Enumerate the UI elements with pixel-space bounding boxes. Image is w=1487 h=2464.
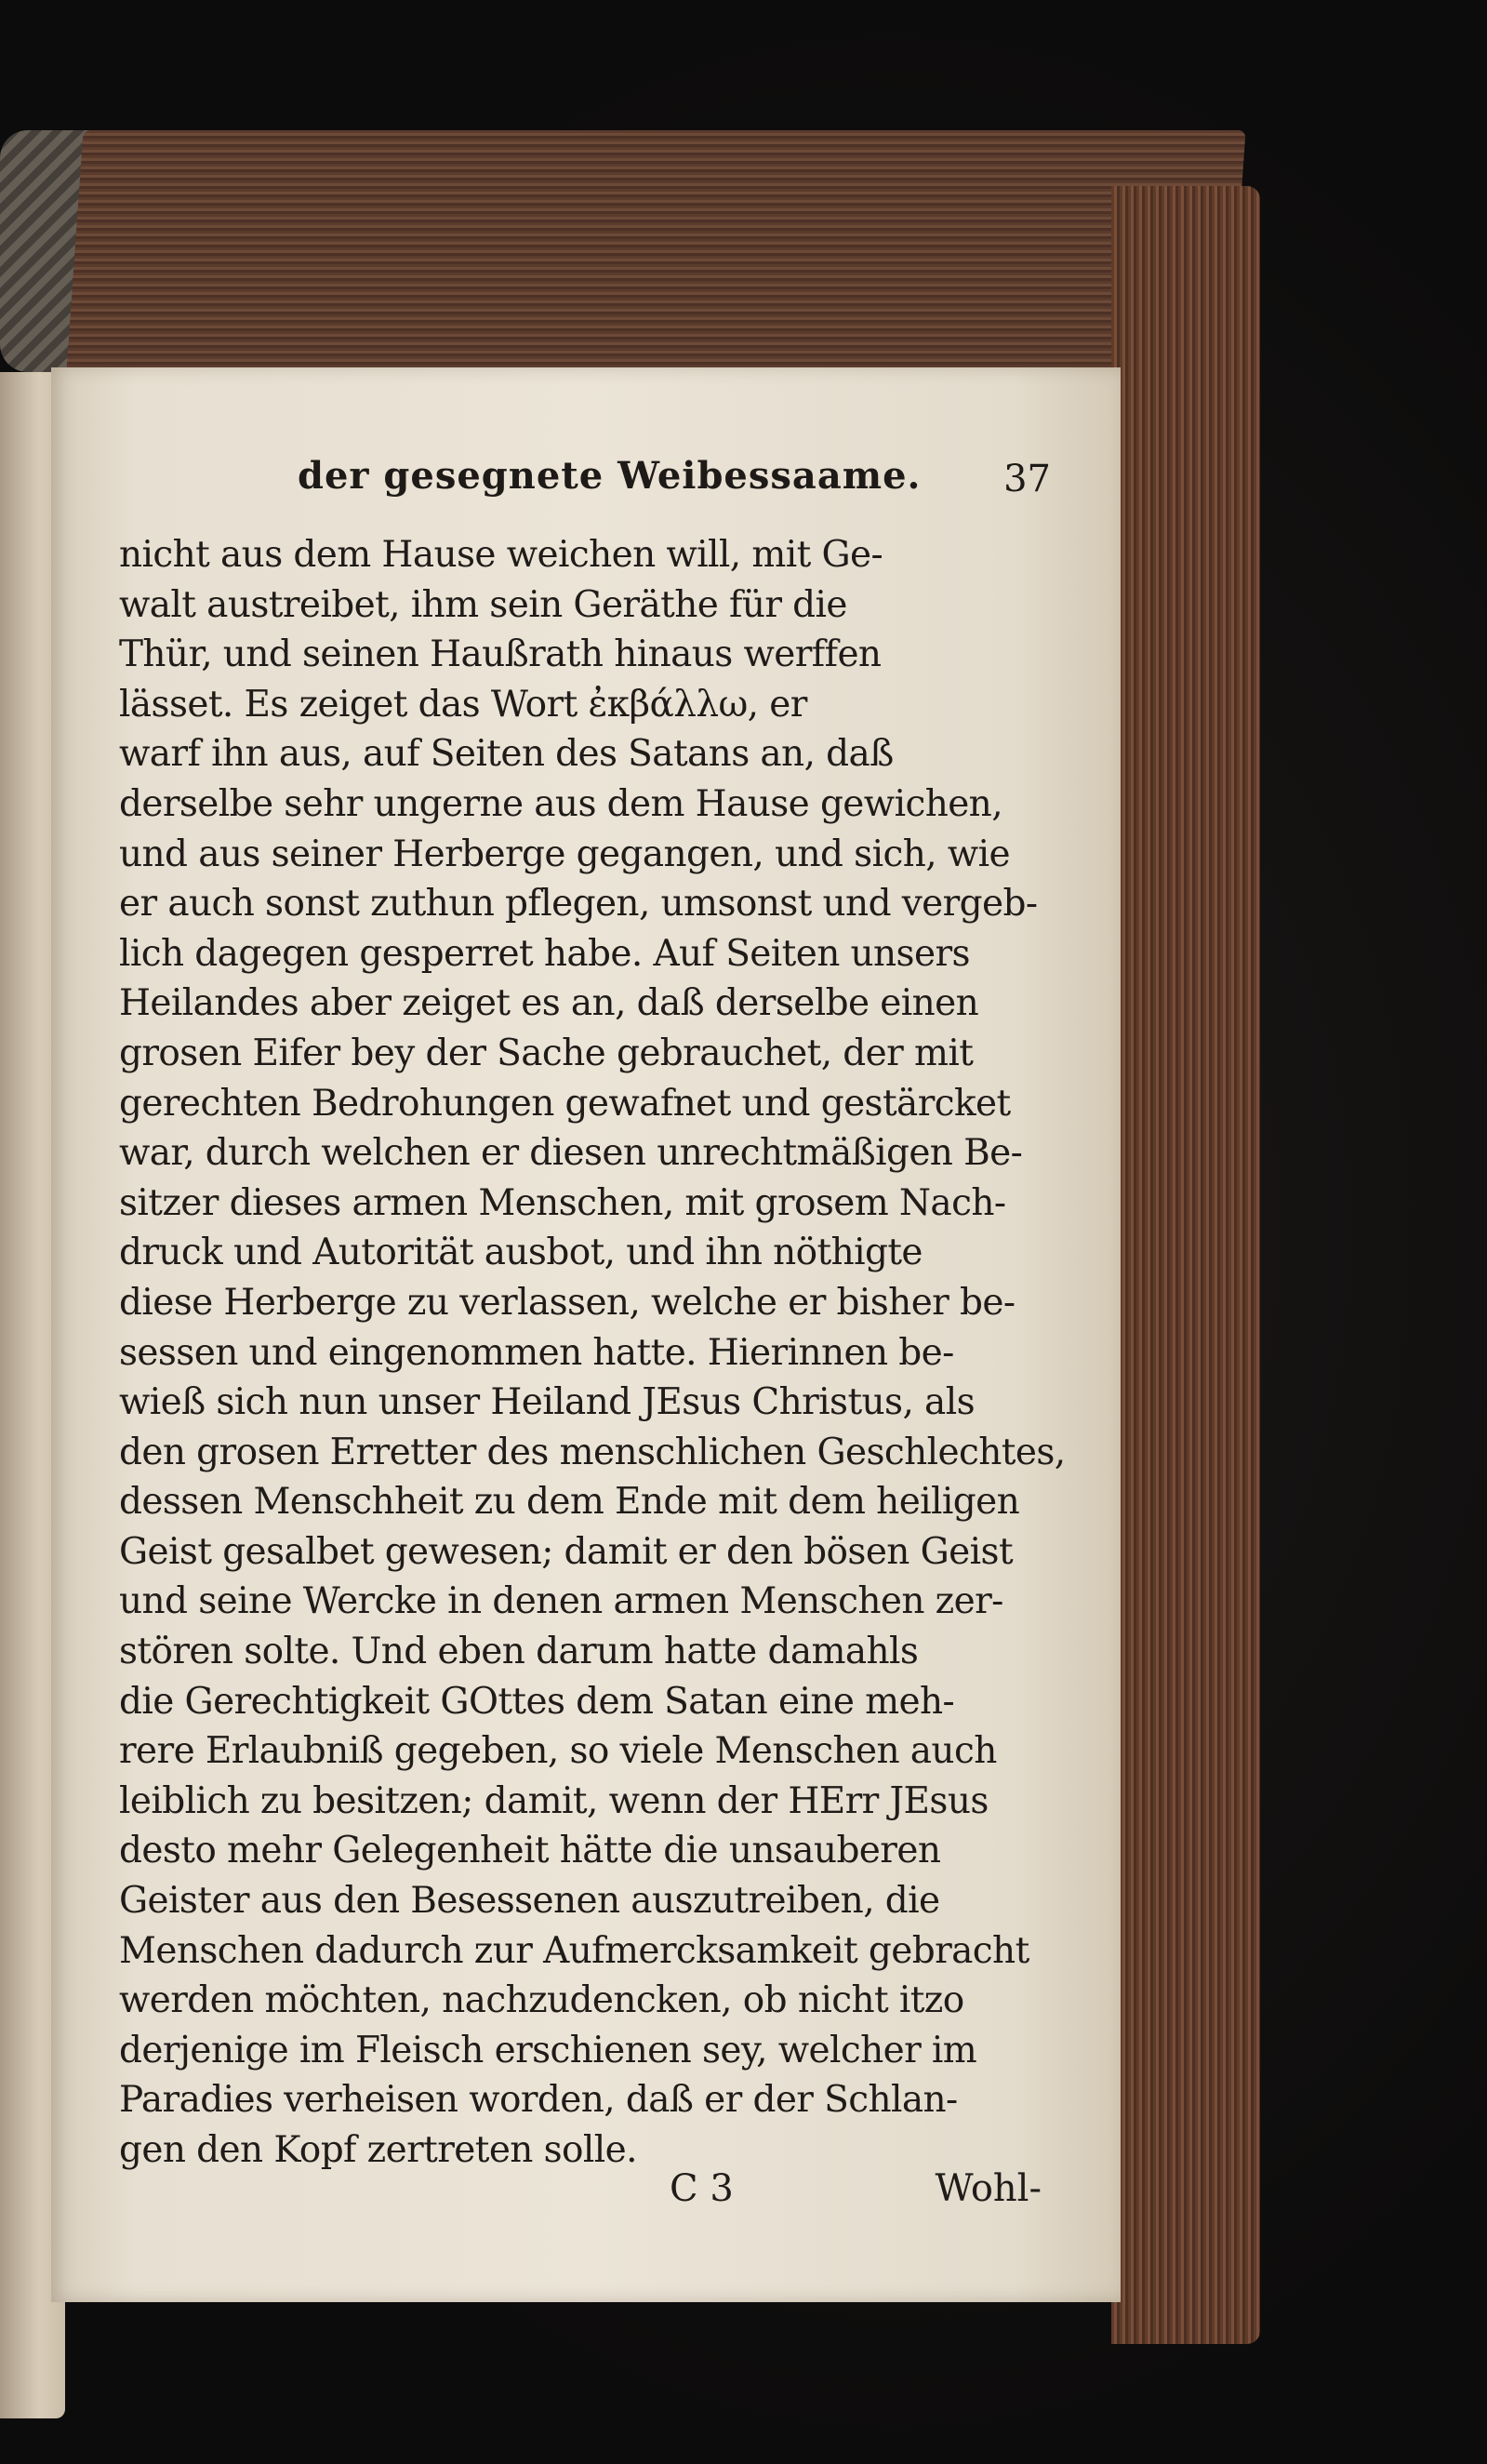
text-line: nicht aus dem Hause weichen will, mit Ge- bbox=[119, 534, 883, 576]
text-line: er auch sonst zuthun pflegen, umsonst und vergeb- bbox=[119, 883, 1038, 926]
text-line: desto mehr Gelegenheit hätte die unsauberen bbox=[119, 1830, 941, 1872]
text-line: sessen und eingenommen hatte. Hierinnen be- bbox=[119, 1331, 954, 1374]
text-line: war, durch welchen er diesen unrechtmäßigen Be- bbox=[119, 1132, 1023, 1175]
text-line: werden möchten, nachzudencken, ob nicht itzo bbox=[119, 1979, 964, 2022]
text-line: gen den Kopf zertreten solle. bbox=[119, 2129, 637, 2171]
catchword: Wohl- bbox=[935, 2167, 1042, 2210]
running-head-title: der gesegnete Weibessaame. bbox=[298, 454, 922, 498]
text-line: dessen Menschheit zu dem Ende mit dem heiligen bbox=[119, 1481, 1020, 1524]
text-line: sitzer dieses armen Menschen, mit grosem Nach- bbox=[119, 1181, 1006, 1224]
text-line: derjenige im Fleisch erschienen sey, welcher im bbox=[119, 2029, 977, 2071]
text-line: lich dagegen gesperret habe. Auf Seiten unsers bbox=[119, 932, 970, 975]
text-line: wieß sich nun unser Heiland JEsus Christus, als bbox=[119, 1381, 975, 1424]
text-line: Heilandes aber zeiget es an, daß derselbe einen bbox=[119, 982, 979, 1025]
text-line: walt austreibet, ihm sein Geräthe für die bbox=[119, 583, 847, 626]
body-text bbox=[119, 530, 1066, 2176]
text-line: den grosen Erretter des menschlichen Geschlechtes, bbox=[119, 1431, 1066, 1473]
text-line: stören solte. Und eben darum hatte damahls bbox=[119, 1631, 919, 1673]
text-line: und aus seiner Herberge gegangen, und sich, wie bbox=[119, 832, 1010, 875]
text-line: Menschen dadurch zur Aufmercksamkeit gebracht bbox=[119, 1929, 1029, 1972]
page-block-top-edge bbox=[65, 130, 1246, 391]
text-line: Paradies verheisen worden, daß er der Schlan- bbox=[119, 2079, 958, 2122]
signature-mark: C 3 bbox=[670, 2167, 734, 2210]
text-line: warf ihn aus, auf Seiten des Satans an, daß bbox=[119, 733, 894, 776]
text-line: lässet. Es zeiget das Wort ἐκβάλλω, er bbox=[119, 683, 807, 726]
page-block-fore-edge bbox=[1111, 186, 1260, 2344]
page-footer bbox=[670, 2167, 1042, 2223]
text-line: und seine Wercke in denen armen Menschen zer- bbox=[119, 1580, 1003, 1623]
text-line: grosen Eifer bey der Sache gebrauchet, der mit bbox=[119, 1032, 974, 1074]
text-line: druck und Autorität ausbot, und ihn nöthigte bbox=[119, 1232, 923, 1274]
text-line: die Gerechtigkeit GOttes dem Satan eine meh- bbox=[119, 1680, 955, 1723]
running-head bbox=[298, 454, 1116, 510]
text-line: derselbe sehr ungerne aus dem Hause gewichen, bbox=[119, 782, 1002, 825]
text-line: leiblich zu besitzen; damit, wenn der HErr JEsus bbox=[119, 1779, 989, 1822]
text-line: gerechten Bedrohungen gewafnet und gestärcket bbox=[119, 1082, 1011, 1125]
page-number: 37 bbox=[1003, 458, 1051, 500]
text-line: Geister aus den Besessenen auszutreiben, die bbox=[119, 1880, 940, 1923]
text-line: Geist gesalbet gewesen; damit er den bösen Geist bbox=[119, 1530, 1014, 1573]
text-line: diese Herberge zu verlassen, welche er bisher be- bbox=[119, 1281, 1016, 1324]
text-line: rere Erlaubniß gegeben, so viele Menschen auch bbox=[119, 1730, 997, 1773]
text-line: Thür, und seinen Haußrath hinaus werffen bbox=[119, 633, 882, 676]
